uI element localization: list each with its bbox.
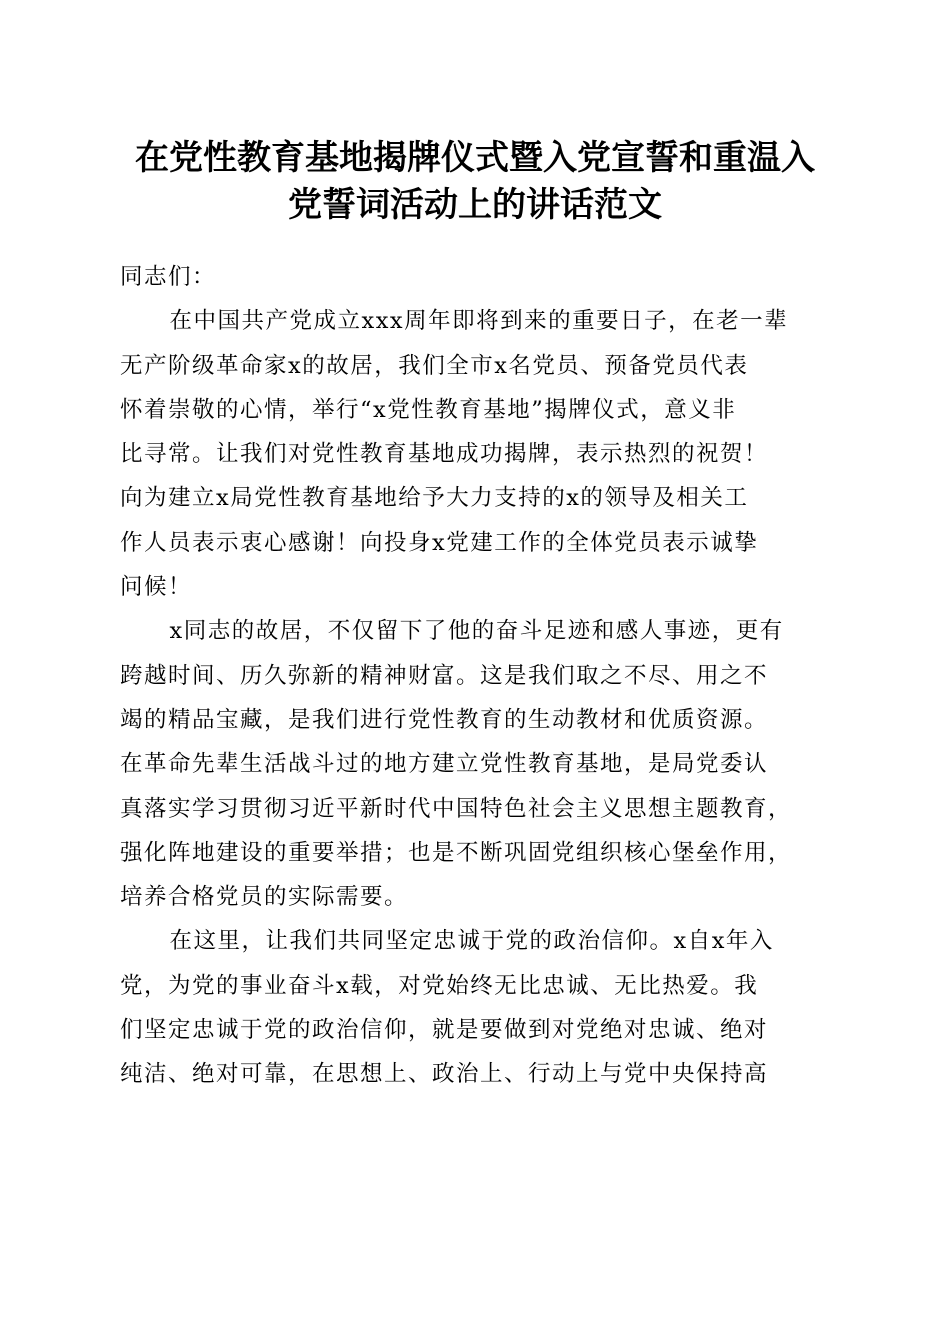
paragraph-line: 党，为党的事业奋斗x载，对党始终无比忠诚、无比热爱。我: [120, 972, 759, 999]
paragraph-line: 真落实学习贯彻习近平新时代中国特色社会主义思想主题教育，: [120, 795, 793, 822]
paragraph-line: 问候！: [120, 574, 193, 601]
title-line-1: 在党性教育基地揭牌仪式暨入党宣誓和重温入: [135, 138, 815, 178]
paragraph-line: 比寻常。让我们对党性教育基地成功揭牌，表示热烈的祝贺！: [120, 441, 769, 468]
paragraph-line: 们坚定忠诚于党的政治信仰，就是要做到对党绝对忠诚、绝对: [120, 1017, 769, 1044]
paragraph-line: x同志的故居，不仅留下了他的奋斗足迹和感人事迹，更有: [169, 618, 784, 645]
document-body: [120, 255, 832, 1097]
paragraph-line: 在这里，让我们共同坚定忠诚于党的政治信仰。x自x年入: [169, 928, 774, 955]
paragraph-line: 强化阵地建设的重要举措；也是不断巩固党组织核心堡垒作用，: [120, 839, 793, 866]
salutation: 同志们：: [120, 264, 217, 290]
document-title: [100, 135, 850, 229]
paragraph-line: 竭的精品宝藏，是我们进行党性教育的生动教材和优质资源。: [120, 706, 769, 733]
paragraph-line: 纯洁、绝对可靠，在思想上、政治上、行动上与党中央保持高: [120, 1061, 769, 1088]
paragraph-line: 在中国共产党成立xxx周年即将到来的重要日子，在老一辈: [169, 308, 789, 335]
paragraph-line: 培养合格党员的实际需要。: [120, 884, 409, 911]
paragraph-line: 跨越时间、历久弥新的精神财富。这是我们取之不尽、用之不: [120, 662, 769, 689]
paragraph-2: [120, 609, 832, 919]
title-line-2: 党誓词活动上的讲话范文: [288, 185, 662, 225]
paragraph-line: 无产阶级革命家x的故居，我们全市x名党员、预备党员代表: [120, 352, 749, 379]
paragraph-3: [120, 919, 832, 1096]
paragraph-line: 怀着崇敬的心情，举行“x党性教育基地”揭牌仪式，意义非: [120, 396, 737, 423]
paragraph-line: 作人员表示衷心感谢！向投身x党建工作的全体党员表示诚挚: [120, 529, 759, 556]
paragraph-line: 在革命先辈生活战斗过的地方建立党性教育基地，是局党委认: [120, 751, 769, 778]
paragraph-line: 向为建立x局党性教育基地给予大力支持的x的领导及相关工: [120, 485, 749, 512]
paragraph-1: [120, 299, 832, 609]
